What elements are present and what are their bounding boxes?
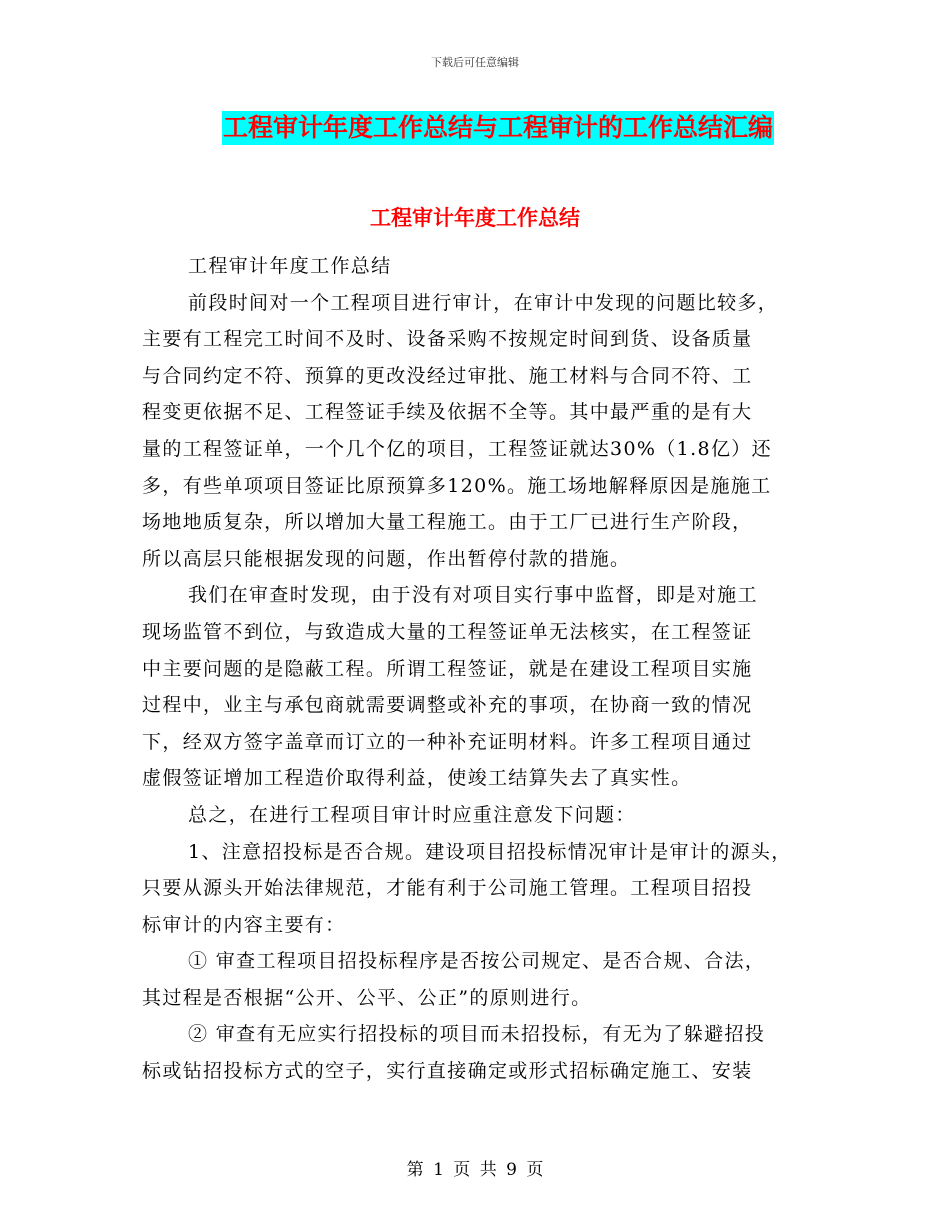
body-line: 标审计的内容主要有： xyxy=(142,913,346,936)
body-line: 多，有些单项项目签证比原预算多120%。施工场地解释原因是施施工 xyxy=(142,474,772,497)
body-line: 其过程是否根据“公开、公平、公正”的原则进行。 xyxy=(142,986,592,1009)
body-line: 1、注意招投标是否合规。建设项目招投标情况审计是审计的源头， xyxy=(188,840,792,863)
header-note: 下载后可任意编辑 xyxy=(431,56,519,69)
body-line: 前段时间对一个工程项目进行审计，在审计中发现的问题比较多， xyxy=(188,291,779,314)
body-line: 程变更依据不足、工程签证手续及依据不全等。其中最严重的是有大 xyxy=(142,401,753,424)
body-line: 量的工程签证单，一个几个亿的项目，工程签证就达30%（1.8亿）还 xyxy=(142,437,772,460)
document-title: 工程审计年度工作总结与工程审计的工作总结汇编 xyxy=(222,111,774,145)
body-line: 下，经双方签字盖章而订立的一种补充证明材料。许多工程项目通过 xyxy=(142,730,753,753)
body-line: 我们在审查时发现，由于没有对项目实行事中监督，即是对施工 xyxy=(188,584,758,607)
body-line: ① 审查工程项目招投标程序是否按公司规定、是否合规、合法， xyxy=(188,950,766,973)
body-line: 虚假签证增加工程造价取得利益，使竣工结算失去了真实性。 xyxy=(142,767,692,790)
body-text xyxy=(142,248,808,1090)
body-line: ② 审查有无应实行招投标的项目而未招投标，有无为了躲避招投 xyxy=(188,1023,766,1046)
body-line: 标或钻招投标方式的空子，实行直接确定或形式招标确定施工、安装 xyxy=(142,1060,753,1083)
page-footer: 第 1 页 共 9 页 xyxy=(406,1160,544,1180)
body-line: 总之，在进行工程项目审计时应重注意发下问题： xyxy=(188,803,636,826)
body-line: 现场监管不到位，与致造成大量的工程签证单无法核实，在工程签证 xyxy=(142,620,753,643)
body-line: 与合同约定不符、预算的更改没经过审批、施工材料与合同不符、工 xyxy=(142,364,753,387)
document-title-wrapper xyxy=(0,111,950,145)
section-title: 工程审计年度工作总结 xyxy=(370,205,580,230)
body-line: 中主要问题的是隐蔽工程。所谓工程签证，就是在建设工程项目实施 xyxy=(142,657,753,680)
body-line: 场地地质复杂，所以增加大量工程施工。由于工厂已进行生产阶段， xyxy=(142,511,753,534)
body-line: 所以高层只能根据发现的问题，作出暂停付款的措施。 xyxy=(142,547,631,570)
body-line: 过程中，业主与承包商就需要调整或补充的事项，在协商一致的情况 xyxy=(142,694,753,717)
body-line: 工程审计年度工作总结 xyxy=(188,255,392,277)
body-line: 只要从源头开始法律规范，才能有利于公司施工管理。工程项目招投 xyxy=(142,877,753,900)
body-line: 主要有工程完工时间不及时、设备采购不按规定时间到货、设备质量 xyxy=(142,328,753,351)
